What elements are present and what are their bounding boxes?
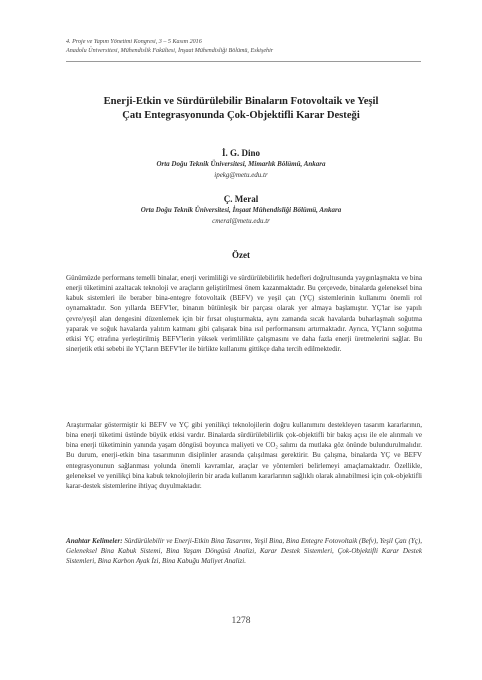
- keywords-label: Anahtar Kelimeler:: [66, 537, 123, 545]
- header-divider: [66, 61, 421, 62]
- conference-line: 4. Proje ve Yapım Yönetimi Kongresi, 3 – 5 Kasım 2016: [66, 39, 202, 45]
- author-name-1: İ. G. Dino: [221, 148, 260, 158]
- title-line-2: Çatı Entegrasyonunda Çok-Objektifli Karar Desteği: [122, 110, 360, 121]
- abstract-paragraph-1: Günümüzde performans temelli binalar, enerji verimliliği ve sürdürülebilirlik hedefleri doğrultusunda yaygınlaşmakta ve bina enerji tüketimini azaltacak teknoloji ve araçların geliştirilmesi önem kazanmaktadır. Bu çerçevede, binalarda geleneksel bina kabuk sistemleri ile beraber bina-entegre fotovoltaik (BEFV) ve yeşil çatı (YÇ) sistemlerinin kullanımı önemli rol oynamaktadır. Son yıllarda BEFV'ler, binanın bütünleşik bir parçası olarak yer almaya başlamıştır. YÇ'lar ise yapılı çevre/yeşil alan dengesini düzenlemek için bir fırsat oluşturmakta, aynı zamanda sıcak havalarda buharlaşmalı soğutma yaparak ve soğuk havalarda yalıtım katmanı gibi çalışarak bina ısıl performansını artırmaktadır. Ayrıca, YÇ'ların soğutma etkisi YÇ etrafına yerleştirilmiş BEFV'lerin yüksek verimlilikte çalışmasını ve daha fazla enerji üretmelerini sağlar. Bu sinerjetik etki sebebi ile YÇ'ların BEFV'ler ile birlikte kullanımı gittikçe daha tercih edilmektedir.: [66, 274, 422, 354]
- abstract-heading: Özet: [232, 250, 250, 260]
- keywords: [66, 536, 422, 566]
- abstract-paragraph-2: Araştırmalar göstermiştir ki BEFV ve YÇ gibi yenilikçi teknolojilerin doğru kullanımını destekleyen tasarım kararlarının, bina enerji tüketimi üstünde büyük etkisi vardır. Binalarda sürdürülebilirlik çok-objektifli bir bakış açısı ile ele alınmalı ve bina enerji tüketiminin yanında yaşam döngüsü boyunca maliyeti ve CO₂ salımı da mutlaka göz önünde bulundurulmalıdır. Bu durum, enerji-etkin bina tasarımının disiplinler arasında çalışılması gerektirir. Bu çalışma, binalarda YÇ ve BEFV entegrasyonunun sağlanması yolunda önemli kavramlar, araçlar ve yöntemleri belirlemeyi amaçlamaktadır. Özellikle, geleneksel ve yenilikçi bina kabuk teknolojilerin bir arada kullanım kararlarının sağlıklı olarak alınabilmesi için çok-objektifli karar-destek sistemlerine ihtiyaç duyulmaktadır.: [66, 421, 422, 490]
- title-line-1: Enerji-Etkin ve Sürdürülebilir Binaların Fotovoltaik ve Yeşil: [103, 96, 379, 107]
- author-email-2: cmeral@metu.edu.tr: [212, 217, 270, 225]
- author-email-1: ipekg@metu.edu.tr: [214, 171, 268, 179]
- paper-title: [50, 95, 432, 123]
- keywords-text: Sürdürülebilir ve Enerji-Etkin Bina Tasarımı, Yeşil Bina, Bina Entegre Fotovoltaik (Befv), Yeşil Çatı (Yç), Geleneksel Bina Kabuk Sistemi, Bina Yaşam Döngüsü Analizi, Karar Destek Sistemleri, Çok-Objektifli Karar Destek Sistemleri, Bina Karbon Ayak İzi, Bina Kabuğu Maliyet Analizi.: [66, 537, 423, 566]
- author-affiliation-2: Orta Doğu Teknik Üniversitesi, İnşaat Mühendisliği Bölümü, Ankara: [140, 206, 342, 214]
- author-affiliation-1: Orta Doğu Teknik Üniversitesi, Mimarlık Bölümü, Ankara: [156, 160, 326, 168]
- conference-header: [66, 38, 426, 56]
- venue-line: Anadolu Üniversitesi, Mühendislik Fakültesi, İnşaat Mühendisliği Bölümü, Eskişehir: [66, 48, 274, 54]
- page-number: 1278: [231, 616, 251, 626]
- author-name-2: Ç. Meral: [223, 194, 259, 204]
